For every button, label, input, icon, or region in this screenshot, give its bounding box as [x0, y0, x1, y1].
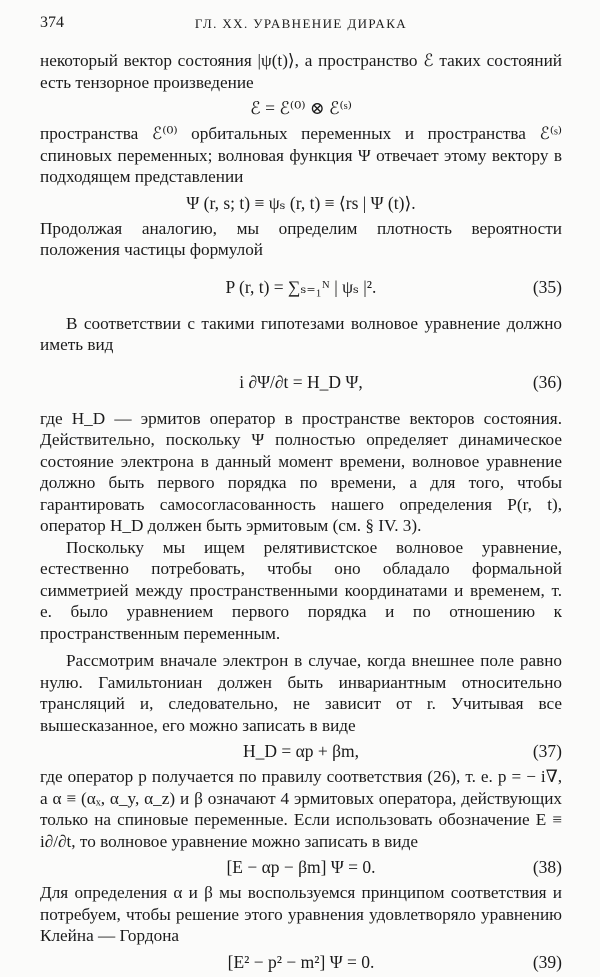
equation-formula: H_D = αp + βm,	[242, 741, 360, 761]
equation	[40, 947, 562, 977]
equation	[40, 261, 562, 313]
paragraph: где H_D — эрмитов оператор в пространстве векторов состояния. Действительно, поскольку Ψ полностью определяет динамическое состояние электрона в данный момент времени, волновое уравнение должно быть первого порядка по времени, а для того, чтобы гарантировать самосогласованность нашего определения P(r, t), оператор H_D должен быть эрмитовым (см. § IV. 3).	[40, 408, 562, 535]
equation	[40, 356, 562, 408]
equation-formula: P (r, t) = ∑ₛ₌₁ᴺ | ψₛ |².	[225, 276, 377, 297]
equation	[40, 93, 562, 123]
paragraph: Поскольку мы ищем релятивистское волновое уравнение, естественно потребовать, чтобы оно обладало формальной симметрией между пространственными координатами и временем, т. е. было уравнением первого порядка и по отношению к пространственным переменным.	[40, 537, 562, 643]
equation	[40, 188, 562, 218]
paragraph: пространства ℰ⁽⁰⁾ орбитальных переменных и пространства ℰ⁽ˢ⁾ спиновых переменных; волновая функция Ψ отвечает этому вектору в подходящем представлении	[40, 124, 562, 186]
equation-number: (37)	[532, 741, 562, 761]
paragraph: В соответствии с такими гипотезами волновое уравнение должно иметь вид	[40, 313, 562, 354]
page-body	[40, 50, 562, 977]
equation	[40, 852, 562, 882]
equation-number: (38)	[532, 857, 562, 877]
equation-formula: [E² − p² − m²] Ψ = 0.	[227, 951, 375, 972]
paragraph: Продолжая аналогию, мы определим плотность вероятности положения частицы формулой	[40, 218, 562, 259]
running-title: ГЛ. XX. УРАВНЕНИЕ ДИРАКА	[194, 16, 408, 31]
paragraph: некоторый вектор состояния |ψ(t)⟩, а пространство ℰ таких состояний есть тензорное произведение	[40, 51, 562, 92]
paragraph: Для определения α и β мы воспользуемся принципом соответствия и потребуем, чтобы решение этого уравнения удовлетворяло уравнению Клейна — Гордона	[40, 883, 562, 945]
page-number: 374	[40, 14, 64, 31]
equation-formula: [E − αp − βm] Ψ = 0.	[226, 857, 376, 877]
equation-number: (35)	[532, 276, 562, 297]
equation	[40, 736, 562, 766]
paragraph: где оператор p получается по правилу соответствия (26), т. е. p = − i∇, а α ≡ (αₓ, α_y, α_z) и β означают 4 эрмитовых оператора, действующих только на спиновые переменные. Если использовать обозначение E ≡ i∂/∂t, то волновое уравнение можно записать в виде	[40, 767, 562, 851]
equation-formula: Ψ (r, s; t) ≡ ψₛ (r, t) ≡ ⟨rs | Ψ (t)⟩.	[186, 192, 416, 213]
equation-formula: ℰ = ℰ⁽⁰⁾ ⊗ ℰ⁽ˢ⁾	[250, 98, 352, 118]
page-header	[40, 14, 562, 36]
equation-formula: i ∂Ψ/∂t = H_D Ψ,	[239, 371, 363, 392]
equation-number: (39)	[532, 951, 562, 972]
equation-number: (36)	[532, 371, 562, 392]
paragraph: Рассмотрим вначале электрон в случае, когда внешнее поле равно нулю. Гамильтониан должен быть инвариантным относительно трансляций и, следовательно, не зависит от r. Учитывая все вышесказанное, его можно записать в виде	[40, 651, 562, 735]
